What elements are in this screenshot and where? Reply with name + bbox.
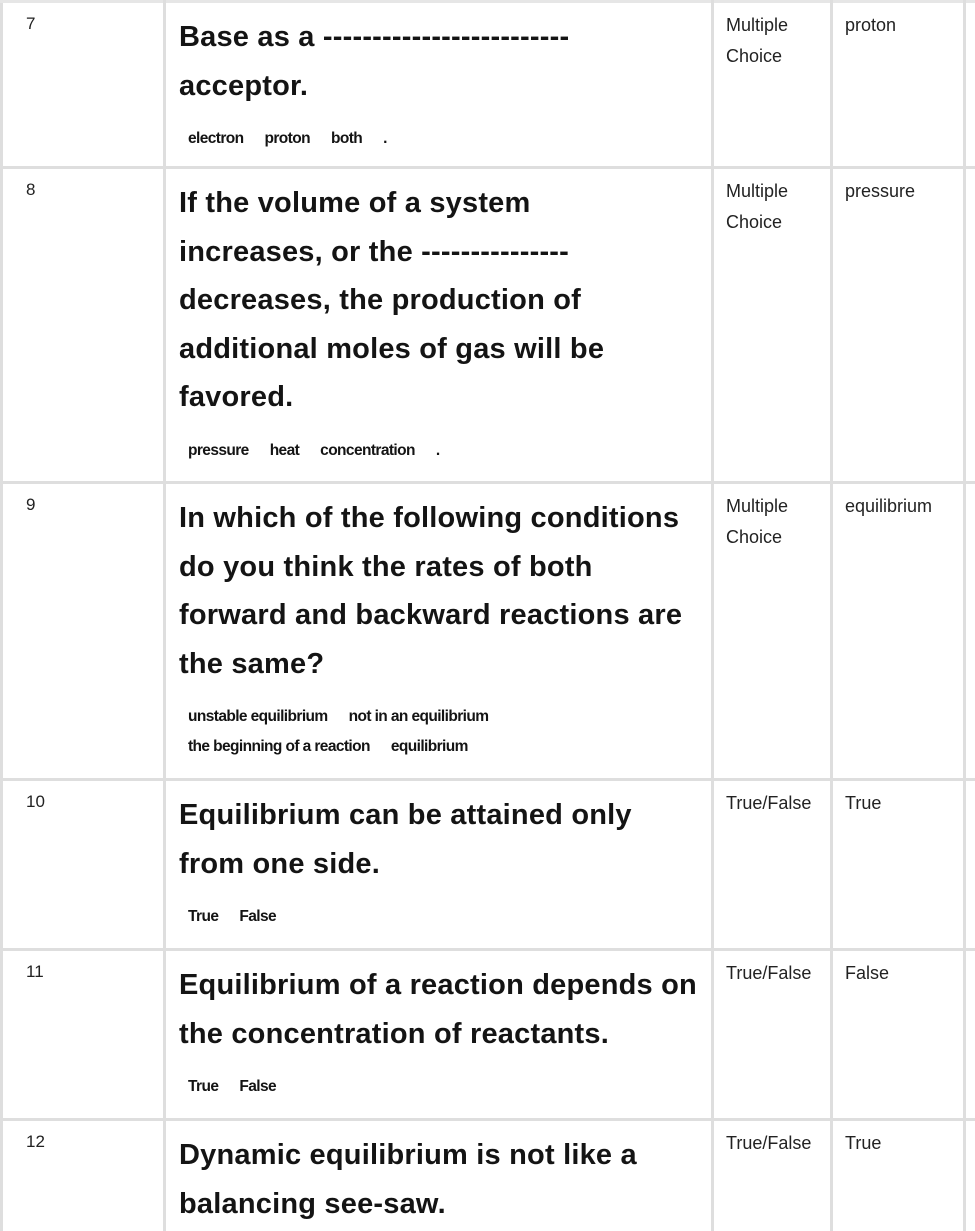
number-cell: [2, 168, 165, 483]
type-cell: [713, 483, 832, 780]
answer-options: [188, 702, 699, 762]
question-number: 9: [26, 495, 36, 514]
question-number: 10: [26, 792, 45, 811]
answer-options: [188, 1072, 699, 1102]
type-cell: [713, 1120, 832, 1231]
type-cell: [713, 780, 832, 950]
options-line: [188, 1072, 699, 1102]
options-line: [188, 902, 699, 932]
answer-options: [188, 436, 699, 466]
table-row: [2, 168, 975, 483]
extra-cell: [965, 168, 975, 483]
question-type: True/False: [726, 1133, 812, 1153]
type-cell: [713, 2, 832, 168]
question-text: In which of the following conditions do you think the rates of both forward and backward reactions are the same?: [179, 502, 683, 680]
correct-answer: False: [845, 963, 890, 983]
extra-cell: [965, 780, 975, 950]
option-label: .: [383, 130, 387, 147]
option-label: True: [188, 1078, 219, 1095]
question-type: Multiple Choice: [726, 181, 789, 232]
extra-cell: [965, 483, 975, 780]
number-cell: [2, 780, 165, 950]
question-number: 7: [26, 14, 36, 33]
option-label: equilibrium: [390, 738, 468, 755]
table-row: [2, 950, 975, 1120]
options-line: [188, 702, 699, 732]
table-row: [2, 780, 975, 950]
question-number: 8: [26, 180, 36, 199]
correct-answer: proton: [845, 15, 897, 35]
extra-cell: [965, 2, 975, 168]
table-row: [2, 1120, 975, 1231]
number-cell: [2, 2, 165, 168]
type-cell: [713, 168, 832, 483]
correct-answer: True: [845, 1133, 882, 1153]
option-label: False: [239, 908, 276, 925]
question-number: 11: [26, 962, 44, 981]
number-cell: [2, 950, 165, 1120]
question-type: Multiple Choice: [726, 496, 789, 547]
answer-cell: [832, 2, 965, 168]
question-number: 12: [26, 1132, 45, 1151]
question-type: Multiple Choice: [726, 15, 789, 66]
question-type: True/False: [726, 793, 812, 813]
options-line: [188, 732, 699, 762]
options-line: [188, 124, 699, 154]
table-row: [2, 483, 975, 780]
options-line: [188, 436, 699, 466]
answer-cell: [832, 780, 965, 950]
option-label: electron: [188, 130, 244, 147]
question-cell: [165, 780, 713, 950]
option-label: concentration: [320, 441, 415, 459]
answer-cell: [832, 483, 965, 780]
answer-cell: [832, 168, 965, 483]
number-cell: [2, 1120, 165, 1231]
question-text: Equilibrium of a reaction depends on the concentration of reactants.: [179, 969, 697, 1050]
answer-options: [188, 124, 699, 154]
table-row: [2, 2, 975, 168]
type-cell: [713, 950, 832, 1120]
option-label: heat: [269, 441, 300, 459]
question-cell: [165, 1120, 713, 1231]
question-cell: [165, 950, 713, 1120]
option-label: the beginning of a reaction: [188, 738, 370, 755]
option-label: .: [435, 441, 440, 459]
correct-answer: True: [845, 793, 882, 813]
option-label: pressure: [188, 441, 249, 459]
correct-answer: pressure: [845, 181, 916, 201]
question-cell: [165, 483, 713, 780]
option-label: both: [330, 130, 363, 147]
question-text: Base as a ------------------------- acceptor.: [179, 21, 570, 102]
question-type: True/False: [726, 963, 812, 983]
option-label: proton: [264, 130, 310, 147]
question-cell: [165, 2, 713, 168]
correct-answer: equilibrium: [845, 496, 933, 516]
question-text: Dynamic equilibrium is not like a balancing see-saw.: [179, 1139, 637, 1220]
option-label: True: [188, 908, 219, 925]
answer-options: [188, 902, 699, 932]
option-label: unstable equilibrium: [188, 708, 328, 725]
answer-cell: [832, 950, 965, 1120]
question-text: Equilibrium can be attained only from one side.: [179, 799, 632, 880]
answer-cell: [832, 1120, 965, 1231]
option-label: False: [239, 1078, 276, 1095]
extra-cell: [965, 1120, 975, 1231]
extra-cell: [965, 950, 975, 1120]
number-cell: [2, 483, 165, 780]
question-text: If the volume of a system increases, or the --------------- decreases, the production of additional moles of gas will be favored.: [179, 187, 605, 413]
question-cell: [165, 168, 713, 483]
option-label: not in an equilibrium: [348, 708, 489, 725]
